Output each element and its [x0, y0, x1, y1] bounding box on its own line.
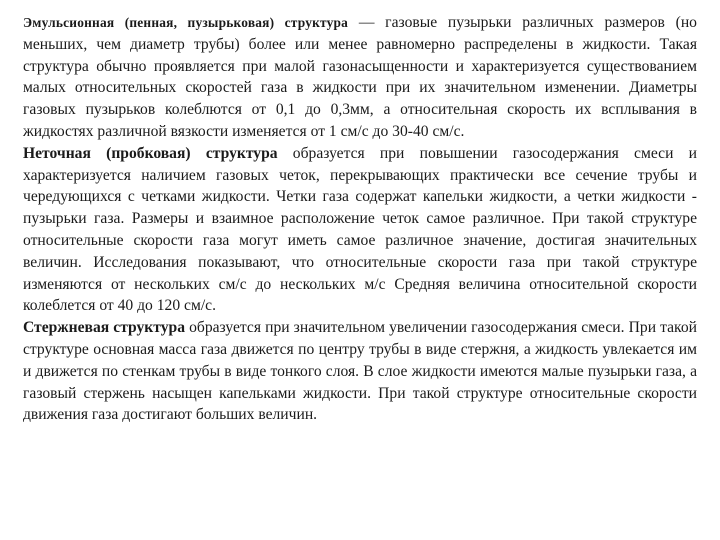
term-core-structure: Стержневая структура [23, 319, 186, 337]
paragraph-body: — газовые пузырьки различных размеров (но меньших, чем диаметр трубы) более или менее равномерно распределены в жидкости. Такая структура обычно проявляется при малой газонасыщенности и характеризуется существованием малых относительных скоростей газа в жидкости при их значительном изменении. Диаметры газовых пузырьков колеблются от 0,1 до 0,3мм, а относительная скорость их всплывания в жидкостях различной вязкости изменяется от 1 см/с до 30-40 см/с. [23, 14, 697, 140]
paragraph-core-structure [23, 317, 697, 426]
paragraph-slug-structure [23, 143, 697, 317]
term-emulsion-structure: Эмульсионная (пенная, пузырьковая) структура [23, 15, 349, 30]
paragraph-emulsion-structure [23, 12, 697, 143]
term-slug-structure: Неточная (пробковая) структура [23, 144, 278, 162]
paragraph-body: образуется при повышении газосодержания смеси и характеризуется наличием газовых четок, перекрывающих практически все сечение трубы и чередующихся с четками жидкости. Четки газа содержат капельки жидкости, а четки жидкости - пузырьки газа. Размеры и взаимное расположение четок самое различное. При такой структуре относительные скорости газа могут иметь самое различное значение, достигая значительных величин. Исследования показывают, что относительные скорости газа при такой структуре изменяются от нескольких см/с до нескольких м/с Средняя величина относительной скорости колеблется от 40 до 120 см/с. [23, 144, 697, 315]
paragraph-body: образуется при значительном увеличении газосодержания смеси. При такой структуре основная масса газа движется по центру трубы в виде стержня, а жидкость увлекается им и движется по стенкам трубы в виде тонкого слоя. В слое жидкости имеются малые пузырьки газа, а газовый стержень насыщен капельками жидкости. При такой структуре относительные скорости движения газа достигают больших величин. [23, 319, 697, 424]
document-page [23, 12, 697, 426]
